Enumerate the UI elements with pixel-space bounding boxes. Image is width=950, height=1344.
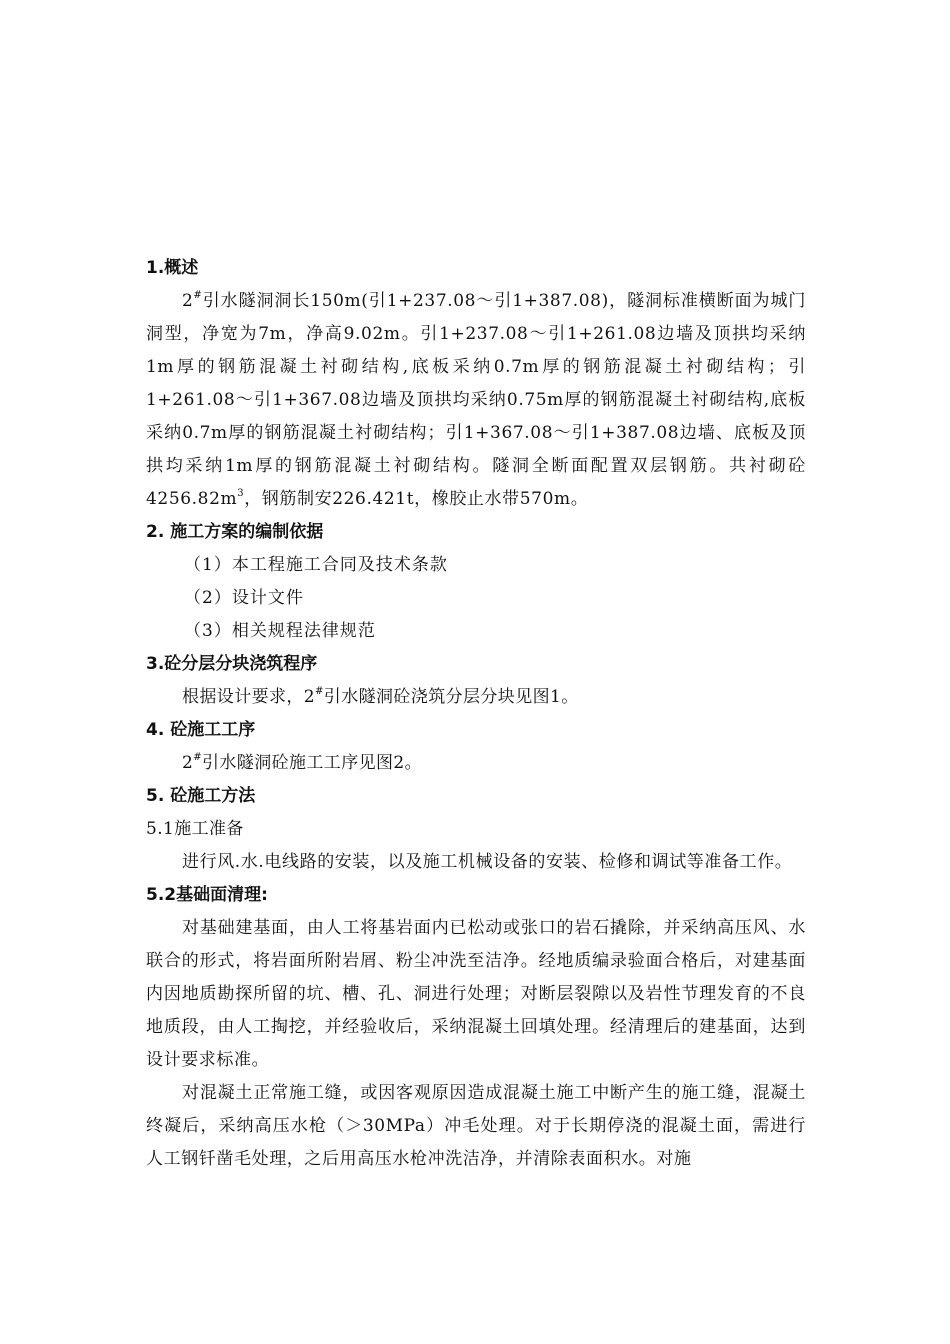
overview-paragraph (146, 285, 806, 516)
procedure-text-pre: 2 (182, 753, 194, 773)
basis-item-2: （2）设计文件 (184, 588, 304, 608)
preparation-paragraph: 进行风.水.电线路的安装，以及施工机械设备的安装、检修和调试等准备工作。 (182, 852, 793, 872)
superscript-hash: # (193, 752, 202, 763)
section-heading-procedure: 4. 砼施工工序 (146, 720, 256, 740)
overview-text-2: ，钢筋制安226.421t，橡胶止水带570m。 (244, 489, 589, 509)
section-heading-pouring: 3.砼分层分块浇筑程序 (146, 654, 318, 674)
subsection-heading-foundation: 5.2基础面清理: (146, 885, 268, 905)
section-heading-overview: 1.概述 (146, 258, 199, 278)
document-body (146, 252, 806, 1176)
superscript-hash: # (193, 290, 203, 301)
pouring-text: 引水隧洞砼浇筑分层分块见图1。 (323, 687, 579, 707)
overview-text-1: 引水隧洞洞长150m(引1+237.08～引1+387.08)，隧洞标准横断面为城门洞型，净宽为7m，净高9.02m。引1+237.08～引1+261.08边墙及顶拱均采纳1m厚的钢筋混凝土衬砌结构,底板采纳0.7m厚的钢筋混凝土衬砌结构；引1+261.08～引1+367.08边墙及顶拱均采纳0.75m厚的钢筋混凝土衬砌结构,底板采纳0.7m厚的钢筋混凝土衬砌结构；引1+367.08～引1+387.08边墙、底板及顶拱均采纳1m厚的钢筋混凝土衬砌结构。隧洞全断面配置双层钢筋。共衬砌砼4256.82m (146, 291, 806, 509)
superscript-hash: # (315, 686, 324, 697)
foundation-paragraph-1: 对基础建基面，由人工将基岩面内已松动或张口的岩石撬除，并采纳高压风、水联合的形式，将岩面所附岩屑、粉尘冲洗至洁净。经地质编录验面合格后，对建基面内因地质勘探所留的坑、槽、孔、洞进行处理；对断层裂隙以及岩性节理发育的不良地质段，由人工掏挖，并经验收后，采纳混凝土回填处理。经清理后的建基面，达到设计要求标准。 (146, 918, 806, 1070)
pouring-paragraph (146, 681, 806, 714)
section-heading-basis: 2. 施工方案的编制依据 (146, 522, 324, 542)
superscript-cubic: 3 (237, 488, 245, 499)
procedure-text: 引水隧洞砼施工工序见图2。 (202, 753, 423, 773)
basis-item-3: （3）相关规程法律规范 (184, 621, 376, 641)
section-heading-method: 5. 砼施工方法 (146, 786, 256, 806)
pouring-text-pre: 根据设计要求，2 (182, 687, 316, 707)
tunnel-number: 2 (182, 291, 194, 311)
basis-item-1: （1）本工程施工合同及技术条款 (184, 555, 448, 575)
procedure-paragraph (146, 747, 806, 780)
foundation-paragraph-2: 对混凝土正常施工缝，或因客观原因造成混凝土施工中断产生的施工缝，混凝土终凝后，采纳高压水枪（＞30MPa）冲毛处理。对于长期停浇的混凝土面，需进行人工钢钎凿毛处理，之后用高压水枪冲洗洁净，并清除表面积水。对施 (146, 1083, 806, 1169)
subsection-heading-preparation: 5.1施工准备 (146, 819, 244, 839)
